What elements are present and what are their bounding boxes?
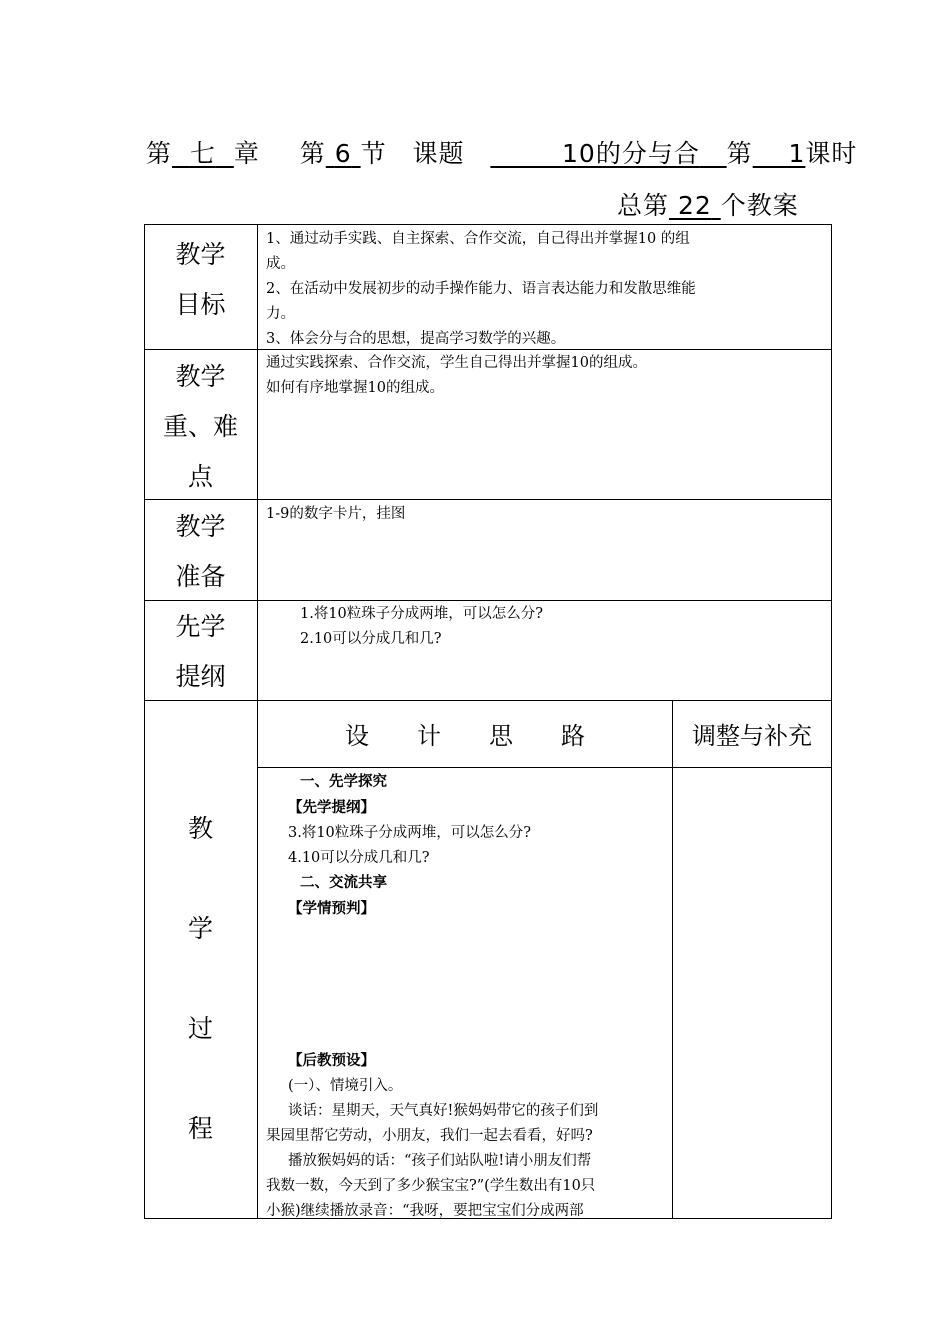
chapter-suffix: 章 — [233, 139, 260, 168]
total-lesson-line — [617, 186, 799, 222]
bracket-heading: 【先学提纲】 — [288, 800, 375, 816]
paragraph-line: 谈话：星期天，天气真好!猴妈妈带它的孩子们到 — [288, 1103, 599, 1119]
process-label-char: 过 — [187, 1014, 213, 1043]
design-column-header: 设 计 思 路 — [345, 722, 585, 750]
question-line: 4.10可以分成几和几? — [288, 850, 430, 866]
pre-study-question: 2.10可以分成几和几? — [300, 631, 442, 647]
objectives-content — [266, 227, 826, 352]
section-prefix: 第 — [299, 139, 326, 168]
objective-line: 1、通过动手实践、自主探索、合作交流，自己得出并掌握10 的组 — [266, 231, 690, 247]
lesson-suffix: 课时 — [805, 139, 858, 168]
section-heading: 二、交流共享 — [300, 875, 387, 891]
pre-study-question: 1.将10粒珠子分成两堆，可以怎么分? — [300, 606, 544, 622]
pre-study-label: 先学 提纲 — [175, 612, 226, 691]
table-border-top — [144, 224, 832, 225]
process-header-divider — [257, 767, 832, 768]
objective-line: 成。 — [266, 256, 295, 272]
total-number: 22 — [677, 191, 712, 220]
key-points-label: 教学 重、难 点 — [162, 362, 238, 491]
section-number: 6 — [334, 139, 352, 168]
lesson-number: 1 — [788, 139, 806, 168]
paragraph-line: 小猴)继续播放录音：“我呀，要把宝宝们分成两部 — [266, 1203, 584, 1219]
total-prefix: 总第 — [617, 191, 670, 220]
chapter-prefix: 第 — [146, 139, 173, 168]
preparation-line: 1-9的数字卡片，挂图 — [266, 506, 406, 522]
preparation-content — [266, 502, 826, 527]
key-points-content — [266, 351, 826, 401]
objective-line: 力。 — [266, 306, 295, 322]
adjust-column-header: 调整与补充 — [692, 722, 812, 750]
objective-line: 2、在活动中发展初步的动手操作能力、语言表达能力和发散思维能 — [266, 281, 696, 297]
adjust-column-divider — [672, 700, 673, 1219]
title-line — [146, 134, 857, 170]
paragraph-line: 播放猴妈妈的话：“孩子们站队啦!请小朋友们帮 — [288, 1153, 592, 1169]
lesson-plan-table — [144, 224, 832, 1219]
section-heading: 一、先学探究 — [300, 774, 387, 790]
bracket-heading: 【后教预设】 — [288, 1053, 375, 1069]
objective-line: 3、体会分与合的思想，提高学习数学的兴趣。 — [266, 331, 566, 347]
table-border-right — [831, 224, 832, 1219]
paragraph-line: 果园里帮它劳动，小朋友，我们一起去看看，好吗? — [266, 1128, 593, 1144]
preparation-label: 教学 准备 — [175, 512, 226, 591]
process-label-char: 教 — [187, 814, 213, 843]
section-suffix: 节 — [360, 139, 387, 168]
pre-study-content — [266, 602, 860, 652]
topic-title: 10的分与合 — [562, 139, 700, 168]
chapter-number: 七 — [189, 139, 216, 168]
paragraph-line: 我数一数，今天到了多少猴宝宝?”(学生数出有10只 — [266, 1178, 596, 1194]
objectives-label: 教学 目标 — [175, 240, 226, 319]
key-point-line: 如何有序地掌握10的组成。 — [266, 380, 444, 396]
design-content — [266, 770, 666, 1224]
question-line: 3.将10粒珠子分成两堆，可以怎么分? — [288, 825, 532, 841]
topic-label: 课题 — [412, 139, 465, 168]
lesson-prefix: 第 — [726, 139, 753, 168]
blank-space — [266, 922, 666, 1047]
sub-heading: (一）、情境引入。 — [288, 1078, 403, 1094]
bracket-heading: 【学情预判】 — [288, 901, 375, 917]
total-suffix: 个教案 — [720, 191, 799, 220]
process-label-char: 学 — [187, 914, 213, 943]
key-point-line: 通过实践探索、合作交流，学生自己得出并掌握10的组成。 — [266, 355, 647, 371]
process-label-char: 程 — [187, 1114, 213, 1143]
